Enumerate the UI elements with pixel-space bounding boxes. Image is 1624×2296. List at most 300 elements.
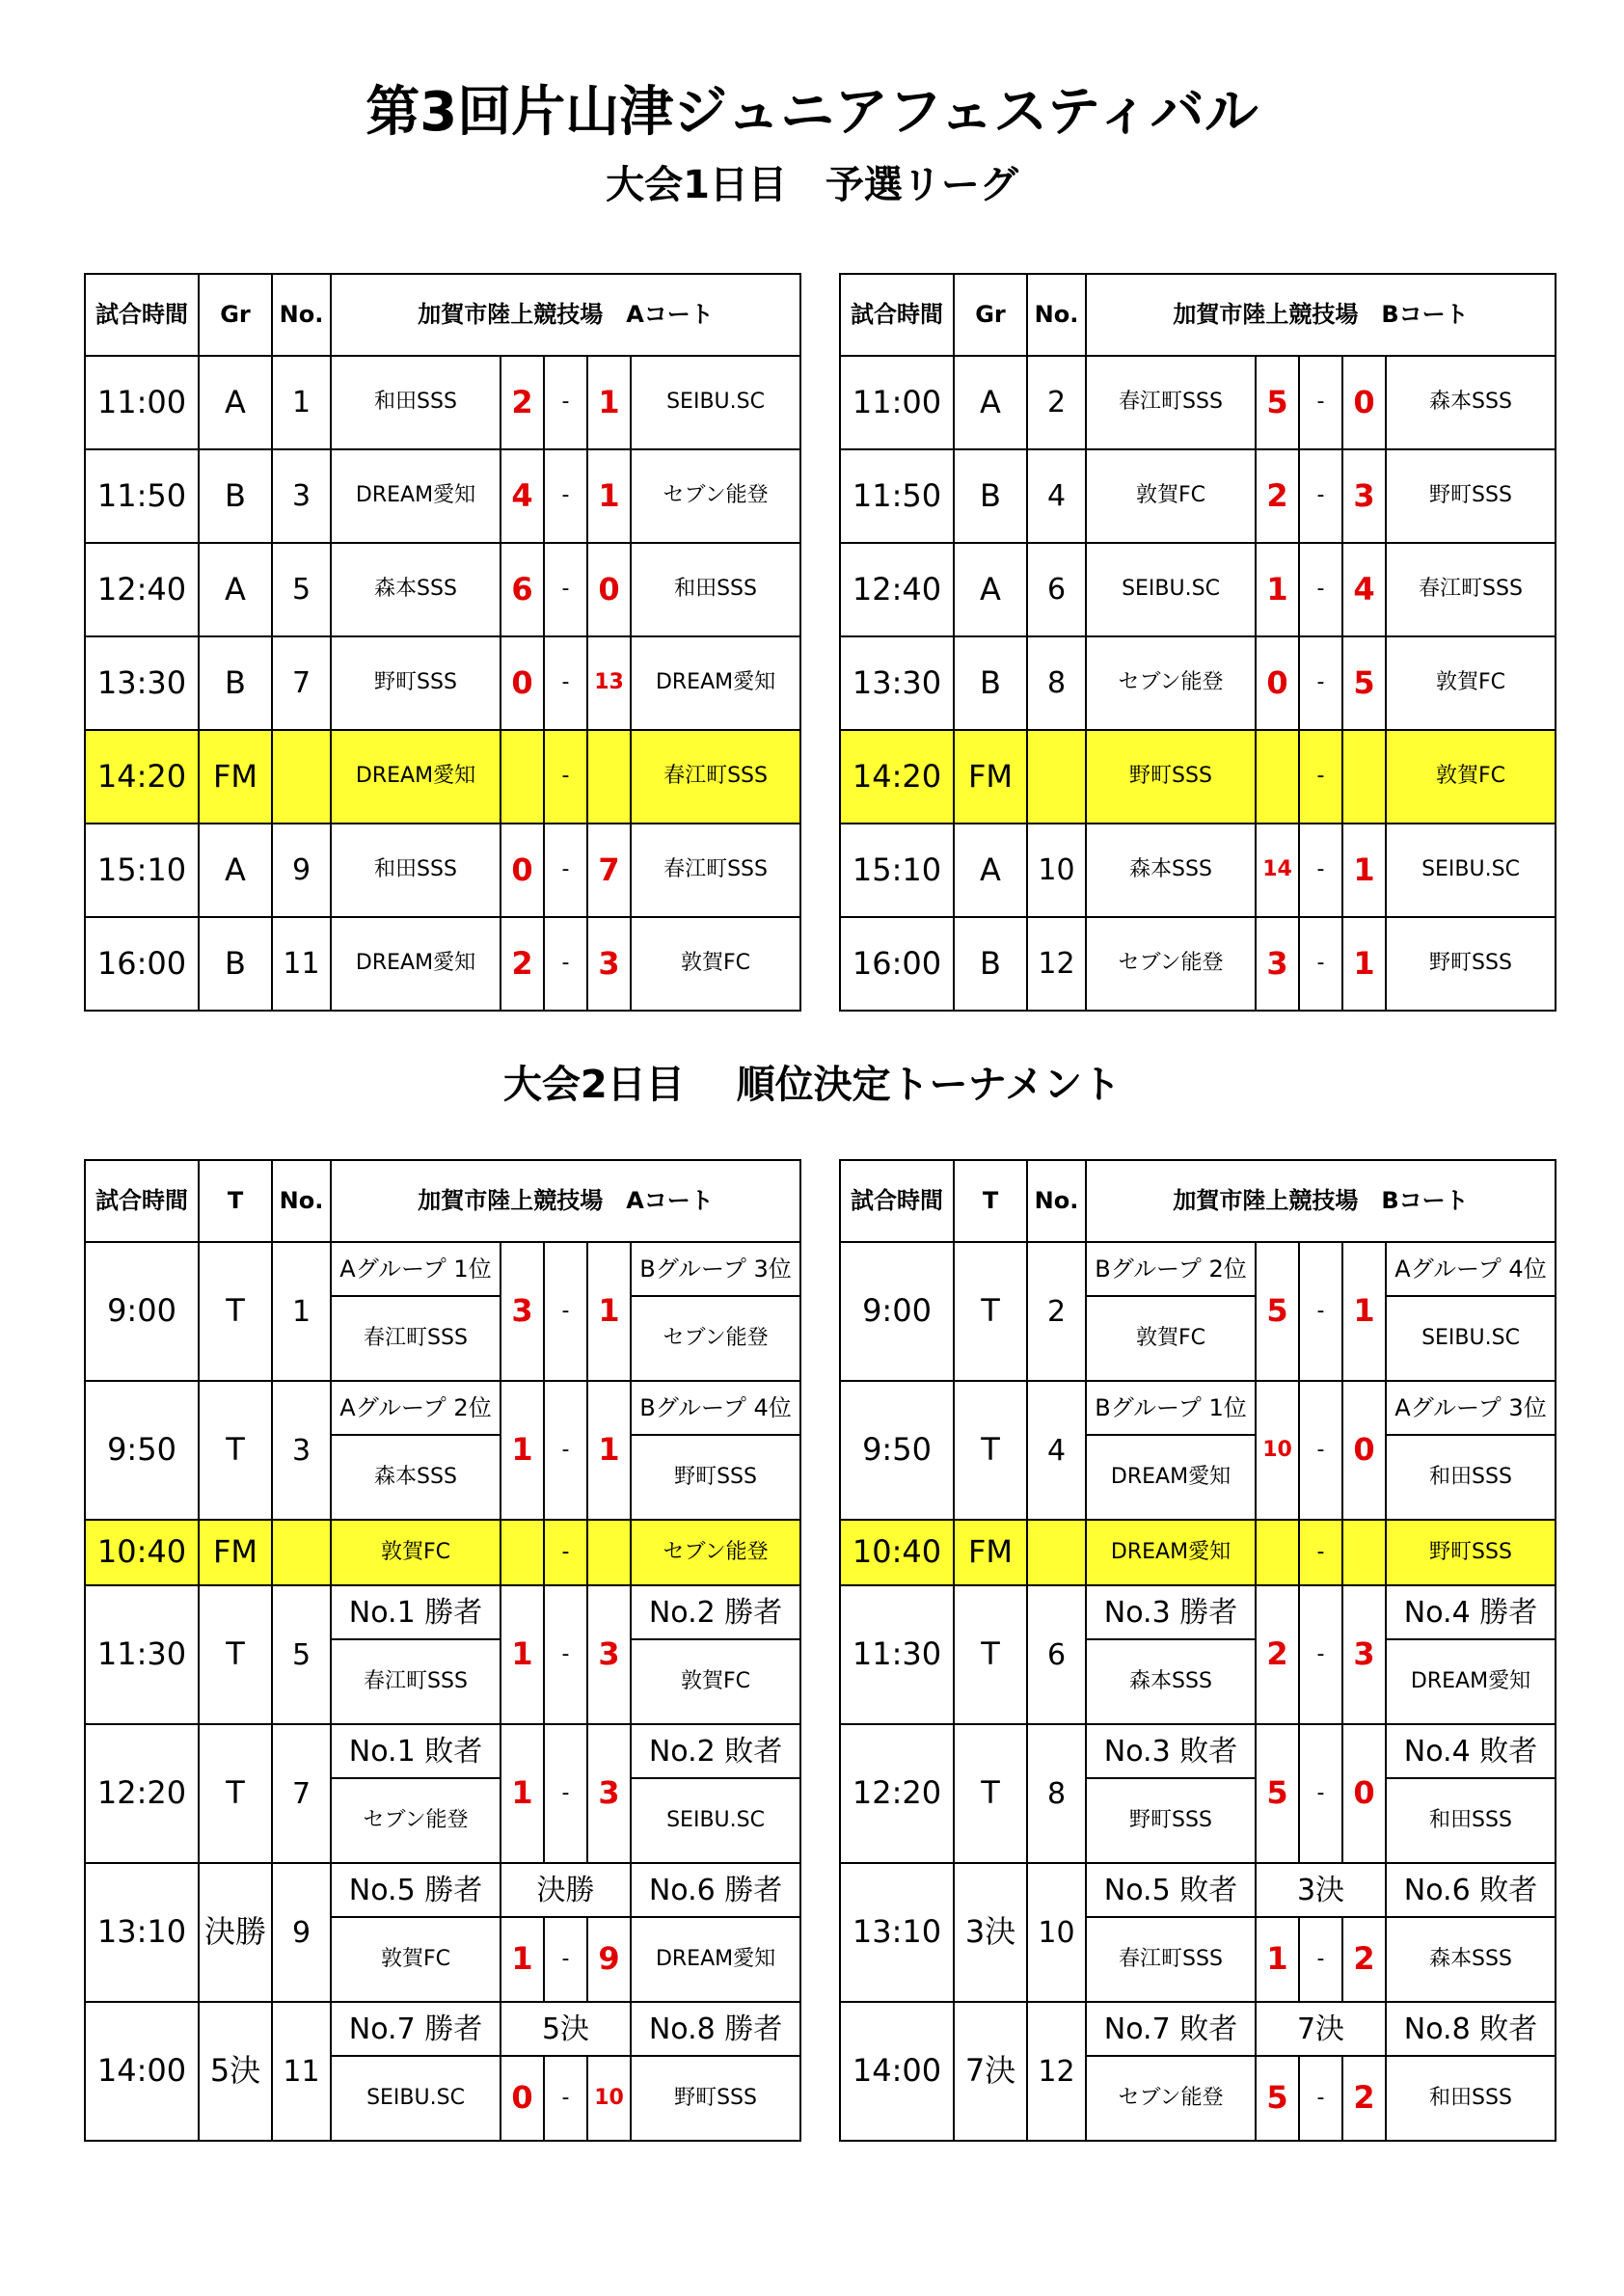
home-score: 1 xyxy=(501,1917,544,2002)
away-slot-label: No.2 敗者 xyxy=(631,1724,800,1778)
match-time: 14:20 xyxy=(85,730,199,824)
match-type: T xyxy=(954,1381,1027,1520)
score-dash: - xyxy=(544,1381,587,1520)
match-time: 9:00 xyxy=(85,1242,199,1381)
match-time: 10:40 xyxy=(840,1520,954,1585)
home-slot-label: Bグループ 2位 xyxy=(1086,1242,1256,1296)
home-team: 春江町SSS xyxy=(1086,1917,1256,2002)
home-slot-label: No.3 勝者 xyxy=(1086,1585,1256,1639)
match-no: 5 xyxy=(272,543,331,636)
match-type: 7決 xyxy=(954,2002,1027,2141)
match-no: 9 xyxy=(272,1863,331,2002)
score-dash: - xyxy=(544,1724,587,1863)
away-score xyxy=(1342,730,1386,824)
match-time: 15:10 xyxy=(85,824,199,917)
match-row-labels xyxy=(85,2002,800,2056)
away-team: SEIBU.SC xyxy=(1386,824,1556,917)
round-label: 5決 xyxy=(501,2002,631,2056)
away-team: 野町SSS xyxy=(1386,917,1556,1011)
match-group: B xyxy=(199,449,272,543)
day1-court-a-table xyxy=(84,273,801,1012)
home-score xyxy=(501,730,544,824)
home-score: 0 xyxy=(501,2056,544,2141)
away-score xyxy=(587,730,631,824)
match-time: 14:00 xyxy=(840,2002,954,2141)
match-time: 11:00 xyxy=(85,356,199,449)
match-time: 9:50 xyxy=(85,1381,199,1520)
home-team: 森本SSS xyxy=(1086,824,1256,917)
home-score xyxy=(1256,730,1299,824)
match-no xyxy=(1027,1520,1086,1585)
home-team: セブン能登 xyxy=(1086,636,1256,730)
away-slot-label: No.8 敗者 xyxy=(1386,2002,1556,2056)
score-dash: - xyxy=(1299,636,1342,730)
match-group: A xyxy=(199,356,272,449)
match-group: A xyxy=(199,824,272,917)
match-group: B xyxy=(954,917,1027,1011)
away-team: 野町SSS xyxy=(631,1435,800,1520)
score-dash: - xyxy=(544,730,587,824)
away-team: SEIBU.SC xyxy=(1386,1296,1556,1381)
home-slot-label: No.7 勝者 xyxy=(331,2002,501,2056)
match-time: 16:00 xyxy=(85,917,199,1011)
away-score: 0 xyxy=(1342,356,1386,449)
score-dash: - xyxy=(1299,730,1342,824)
away-team: 和田SSS xyxy=(1386,1778,1556,1863)
home-team: セブン能登 xyxy=(331,1778,501,1863)
match-time: 10:40 xyxy=(85,1520,199,1585)
home-slot-label: No.5 敗者 xyxy=(1086,1863,1256,1917)
match-row-labels xyxy=(85,1585,800,1639)
header-time: 試合時間 xyxy=(85,274,199,356)
day1-heading: 大会1日目 予選リーグ xyxy=(606,163,1018,207)
header-court: 加賀市陸上競技場 Aコート xyxy=(331,274,800,356)
away-score: 1 xyxy=(1342,1242,1386,1381)
match-time: 12:20 xyxy=(85,1724,199,1863)
away-team: 野町SSS xyxy=(631,2056,800,2141)
home-slot-label: No.1 勝者 xyxy=(331,1585,501,1639)
away-slot-label: Aグループ 4位 xyxy=(1386,1242,1556,1296)
match-time: 9:50 xyxy=(840,1381,954,1520)
away-score xyxy=(1342,1520,1386,1585)
away-team: 和田SSS xyxy=(631,543,800,636)
round-label: 決勝 xyxy=(501,1863,631,1917)
home-team: SEIBU.SC xyxy=(331,2056,501,2141)
score-dash: - xyxy=(1299,1724,1342,1863)
home-team: 敦賀FC xyxy=(1086,449,1256,543)
score-dash: - xyxy=(544,543,587,636)
score-dash: - xyxy=(1299,1520,1342,1585)
away-slot-label: No.2 勝者 xyxy=(631,1585,800,1639)
away-slot-label: No.4 敗者 xyxy=(1386,1724,1556,1778)
match-group: B xyxy=(954,449,1027,543)
score-dash: - xyxy=(1299,1381,1342,1520)
match-no: 3 xyxy=(272,1381,331,1520)
match-no xyxy=(1027,730,1086,824)
header-row xyxy=(840,1160,1556,1242)
home-score: 14 xyxy=(1256,824,1299,917)
match-row xyxy=(840,824,1556,917)
home-score: 1 xyxy=(501,1381,544,1520)
header-court: 加賀市陸上競技場 Aコート xyxy=(331,1160,800,1242)
match-row xyxy=(840,356,1556,449)
score-dash: - xyxy=(544,449,587,543)
match-time: 13:30 xyxy=(85,636,199,730)
header-row xyxy=(840,274,1556,356)
home-score: 5 xyxy=(1256,1724,1299,1863)
home-team: 春江町SSS xyxy=(331,1296,501,1381)
match-time: 11:30 xyxy=(840,1585,954,1724)
score-dash: - xyxy=(1299,917,1342,1011)
away-score: 1 xyxy=(587,356,631,449)
home-score xyxy=(1256,1520,1299,1585)
home-team: 野町SSS xyxy=(1086,1778,1256,1863)
day2-heading: 大会2日目 順位決定トーナメント xyxy=(502,1063,1122,1107)
match-time: 13:30 xyxy=(840,636,954,730)
away-team: DREAM愛知 xyxy=(631,636,800,730)
match-row-labels xyxy=(85,1381,800,1435)
match-type: 5決 xyxy=(199,2002,272,2141)
home-team: セブン能登 xyxy=(1086,2056,1256,2141)
header-time: 試合時間 xyxy=(840,1160,954,1242)
score-dash: - xyxy=(1299,1917,1342,2002)
score-dash: - xyxy=(1299,1242,1342,1381)
home-score: 0 xyxy=(501,636,544,730)
home-slot-label: No.3 敗者 xyxy=(1086,1724,1256,1778)
match-type: 決勝 xyxy=(199,1863,272,2002)
match-group: A xyxy=(199,543,272,636)
away-score: 0 xyxy=(1342,1381,1386,1520)
away-score: 0 xyxy=(587,543,631,636)
score-dash: - xyxy=(544,636,587,730)
match-row xyxy=(85,824,800,917)
match-no: 2 xyxy=(1027,1242,1086,1381)
score-dash: - xyxy=(1299,356,1342,449)
match-row xyxy=(85,449,800,543)
header-row xyxy=(85,274,800,356)
match-group: A xyxy=(954,543,1027,636)
home-score: 5 xyxy=(1256,1242,1299,1381)
match-time: 12:40 xyxy=(85,543,199,636)
match-group: A xyxy=(954,356,1027,449)
match-time: 11:00 xyxy=(840,356,954,449)
home-team: DREAM愛知 xyxy=(331,730,501,824)
match-time: 14:00 xyxy=(85,2002,199,2141)
home-team: 森本SSS xyxy=(331,1435,501,1520)
match-row-fm xyxy=(85,730,800,824)
header-type: T xyxy=(954,1160,1027,1242)
match-no: 1 xyxy=(272,1242,331,1381)
match-time: 11:50 xyxy=(85,449,199,543)
header-time: 試合時間 xyxy=(840,274,954,356)
match-time: 15:10 xyxy=(840,824,954,917)
away-slot-label: Aグループ 3位 xyxy=(1386,1381,1556,1435)
round-label: 3決 xyxy=(1256,1863,1386,1917)
away-team: セブン能登 xyxy=(631,1296,800,1381)
match-row xyxy=(85,356,800,449)
score-dash: - xyxy=(544,1917,587,2002)
home-team: セブン能登 xyxy=(1086,917,1256,1011)
day1-court-b-table xyxy=(839,273,1556,1012)
home-score: 6 xyxy=(501,543,544,636)
header-group: Gr xyxy=(954,274,1027,356)
match-no: 11 xyxy=(272,917,331,1011)
away-slot-label: No.6 敗者 xyxy=(1386,1863,1556,1917)
match-row xyxy=(85,636,800,730)
match-row-labels xyxy=(840,1585,1556,1639)
match-type: FM xyxy=(199,1520,272,1585)
home-score: 4 xyxy=(501,449,544,543)
away-score: 1 xyxy=(587,1381,631,1520)
match-type: 3決 xyxy=(954,1863,1027,2002)
match-row-labels xyxy=(85,1863,800,1917)
away-score: 5 xyxy=(1342,636,1386,730)
home-team: 春江町SSS xyxy=(331,1639,501,1724)
match-time: 12:40 xyxy=(840,543,954,636)
home-score: 1 xyxy=(501,1585,544,1724)
home-score: 1 xyxy=(501,1724,544,1863)
match-no: 9 xyxy=(272,824,331,917)
match-time: 16:00 xyxy=(840,917,954,1011)
home-score: 2 xyxy=(1256,1585,1299,1724)
away-team: 和田SSS xyxy=(1386,2056,1556,2141)
match-no: 10 xyxy=(1027,1863,1086,2002)
match-row-labels xyxy=(840,1242,1556,1296)
match-no: 10 xyxy=(1027,824,1086,917)
round-label: 7決 xyxy=(1256,2002,1386,2056)
home-slot-label: Aグループ 1位 xyxy=(331,1242,501,1296)
match-time: 13:10 xyxy=(85,1863,199,2002)
home-slot-label: No.5 勝者 xyxy=(331,1863,501,1917)
home-score: 3 xyxy=(1256,917,1299,1011)
score-dash: - xyxy=(544,2056,587,2141)
away-team: セブン能登 xyxy=(631,449,800,543)
score-dash: - xyxy=(1299,2056,1342,2141)
match-group: B xyxy=(954,636,1027,730)
match-row xyxy=(840,917,1556,1011)
match-row-fm xyxy=(840,1520,1556,1585)
header-no: No. xyxy=(272,274,331,356)
away-score: 4 xyxy=(1342,543,1386,636)
home-team: 野町SSS xyxy=(331,636,501,730)
home-slot-label: Bグループ 1位 xyxy=(1086,1381,1256,1435)
away-team: 敦賀FC xyxy=(631,917,800,1011)
away-slot-label: Bグループ 4位 xyxy=(631,1381,800,1435)
match-no: 4 xyxy=(1027,1381,1086,1520)
match-no: 11 xyxy=(272,2002,331,2141)
away-team: 敦賀FC xyxy=(631,1639,800,1724)
score-dash: - xyxy=(544,824,587,917)
home-score: 0 xyxy=(501,824,544,917)
match-row xyxy=(85,543,800,636)
away-score: 1 xyxy=(1342,917,1386,1011)
score-dash: - xyxy=(544,917,587,1011)
away-slot-label: No.4 勝者 xyxy=(1386,1585,1556,1639)
away-team: 春江町SSS xyxy=(631,824,800,917)
match-group: FM xyxy=(954,730,1027,824)
away-score: 1 xyxy=(587,1242,631,1381)
header-row xyxy=(85,1160,800,1242)
match-row-labels xyxy=(85,1242,800,1296)
score-dash: - xyxy=(1299,1585,1342,1724)
home-team: 和田SSS xyxy=(331,356,501,449)
away-team: DREAM愛知 xyxy=(631,1917,800,2002)
match-type: T xyxy=(199,1724,272,1863)
match-no: 7 xyxy=(272,636,331,730)
away-team: SEIBU.SC xyxy=(631,356,800,449)
score-dash: - xyxy=(544,1520,587,1585)
header-court: 加賀市陸上競技場 Bコート xyxy=(1086,274,1556,356)
away-team: SEIBU.SC xyxy=(631,1778,800,1863)
match-no xyxy=(272,730,331,824)
header-no: No. xyxy=(272,1160,331,1242)
score-dash: - xyxy=(544,1242,587,1381)
home-score: 0 xyxy=(1256,636,1299,730)
away-score: 10 xyxy=(587,2056,631,2141)
away-team: 和田SSS xyxy=(1386,1435,1556,1520)
away-score: 13 xyxy=(587,636,631,730)
away-team: 野町SSS xyxy=(1386,1520,1556,1585)
away-team: セブン能登 xyxy=(631,1520,800,1585)
home-team: 敦賀FC xyxy=(331,1917,501,2002)
home-score: 1 xyxy=(1256,1917,1299,2002)
match-row-labels xyxy=(840,1381,1556,1435)
match-row-labels xyxy=(840,2002,1556,2056)
match-no: 1 xyxy=(272,356,331,449)
match-type: T xyxy=(954,1724,1027,1863)
match-group: B xyxy=(199,636,272,730)
header-type: T xyxy=(199,1160,272,1242)
home-score: 5 xyxy=(1256,2056,1299,2141)
away-team: 敦賀FC xyxy=(1386,636,1556,730)
home-team: 和田SSS xyxy=(331,824,501,917)
away-team: 春江町SSS xyxy=(1386,543,1556,636)
away-slot-label: No.8 勝者 xyxy=(631,2002,800,2056)
header-no: No. xyxy=(1027,274,1086,356)
match-type: T xyxy=(199,1242,272,1381)
match-row-labels xyxy=(840,1863,1556,1917)
match-row-labels xyxy=(840,1724,1556,1778)
home-score: 2 xyxy=(1256,449,1299,543)
match-no: 12 xyxy=(1027,917,1086,1011)
match-group: A xyxy=(954,824,1027,917)
home-team: 森本SSS xyxy=(1086,1639,1256,1724)
away-team: 森本SSS xyxy=(1386,1917,1556,2002)
away-team: 春江町SSS xyxy=(631,730,800,824)
away-score: 2 xyxy=(1342,1917,1386,2002)
match-type: T xyxy=(199,1585,272,1724)
header-time: 試合時間 xyxy=(85,1160,199,1242)
score-dash: - xyxy=(1299,449,1342,543)
match-no: 8 xyxy=(1027,1724,1086,1863)
away-score: 3 xyxy=(587,1585,631,1724)
match-type: T xyxy=(199,1381,272,1520)
header-court: 加賀市陸上競技場 Bコート xyxy=(1086,1160,1556,1242)
home-score: 2 xyxy=(501,356,544,449)
match-no xyxy=(272,1520,331,1585)
match-group: B xyxy=(199,917,272,1011)
home-team: SEIBU.SC xyxy=(1086,543,1256,636)
away-slot-label: Bグループ 3位 xyxy=(631,1242,800,1296)
home-score: 2 xyxy=(501,917,544,1011)
day2-court-b-table xyxy=(839,1159,1556,2142)
home-team: 野町SSS xyxy=(1086,730,1256,824)
away-team: 野町SSS xyxy=(1386,449,1556,543)
away-slot-label: No.6 勝者 xyxy=(631,1863,800,1917)
match-row-fm xyxy=(85,1520,800,1585)
home-team: 森本SSS xyxy=(331,543,501,636)
away-score: 1 xyxy=(1342,824,1386,917)
away-score xyxy=(587,1520,631,1585)
home-team: DREAM愛知 xyxy=(1086,1520,1256,1585)
away-score: 3 xyxy=(1342,449,1386,543)
away-score: 3 xyxy=(587,917,631,1011)
match-row xyxy=(840,636,1556,730)
match-time: 12:20 xyxy=(840,1724,954,1863)
home-team: DREAM愛知 xyxy=(1086,1435,1256,1520)
away-score: 2 xyxy=(1342,2056,1386,2141)
match-row-fm xyxy=(840,730,1556,824)
home-team: DREAM愛知 xyxy=(331,917,501,1011)
match-type: FM xyxy=(954,1520,1027,1585)
home-team: 敦賀FC xyxy=(1086,1296,1256,1381)
match-row xyxy=(840,449,1556,543)
away-team: DREAM愛知 xyxy=(1386,1639,1556,1724)
home-score: 3 xyxy=(501,1242,544,1381)
match-time: 11:30 xyxy=(85,1585,199,1724)
away-score: 9 xyxy=(587,1917,631,2002)
day2-court-a-table xyxy=(84,1159,801,2142)
match-row xyxy=(85,917,800,1011)
match-type: T xyxy=(954,1585,1027,1724)
match-row-labels xyxy=(85,1724,800,1778)
match-no: 2 xyxy=(1027,356,1086,449)
score-dash: - xyxy=(544,1585,587,1724)
match-no: 5 xyxy=(272,1585,331,1724)
header-group: Gr xyxy=(199,274,272,356)
match-time: 13:10 xyxy=(840,1863,954,2002)
score-dash: - xyxy=(1299,824,1342,917)
away-team: 敦賀FC xyxy=(1386,730,1556,824)
home-team: 春江町SSS xyxy=(1086,356,1256,449)
home-score: 5 xyxy=(1256,356,1299,449)
match-no: 6 xyxy=(1027,543,1086,636)
match-group: FM xyxy=(199,730,272,824)
match-time: 9:00 xyxy=(840,1242,954,1381)
away-score: 3 xyxy=(1342,1585,1386,1724)
home-slot-label: No.1 敗者 xyxy=(331,1724,501,1778)
home-score xyxy=(501,1520,544,1585)
match-no: 3 xyxy=(272,449,331,543)
score-dash: - xyxy=(544,356,587,449)
match-no: 8 xyxy=(1027,636,1086,730)
away-score: 1 xyxy=(587,449,631,543)
home-team: DREAM愛知 xyxy=(331,449,501,543)
home-slot-label: Aグループ 2位 xyxy=(331,1381,501,1435)
away-score: 0 xyxy=(1342,1724,1386,1863)
home-score: 1 xyxy=(1256,543,1299,636)
away-score: 7 xyxy=(587,824,631,917)
match-no: 7 xyxy=(272,1724,331,1863)
score-dash: - xyxy=(1299,543,1342,636)
home-slot-label: No.7 敗者 xyxy=(1086,2002,1256,2056)
home-team: 敦賀FC xyxy=(331,1520,501,1585)
match-type: T xyxy=(954,1242,1027,1381)
match-no: 4 xyxy=(1027,449,1086,543)
match-time: 11:50 xyxy=(840,449,954,543)
page-title: 第3回片山津ジュニアフェスティバル xyxy=(365,81,1259,144)
home-score: 10 xyxy=(1256,1381,1299,1520)
